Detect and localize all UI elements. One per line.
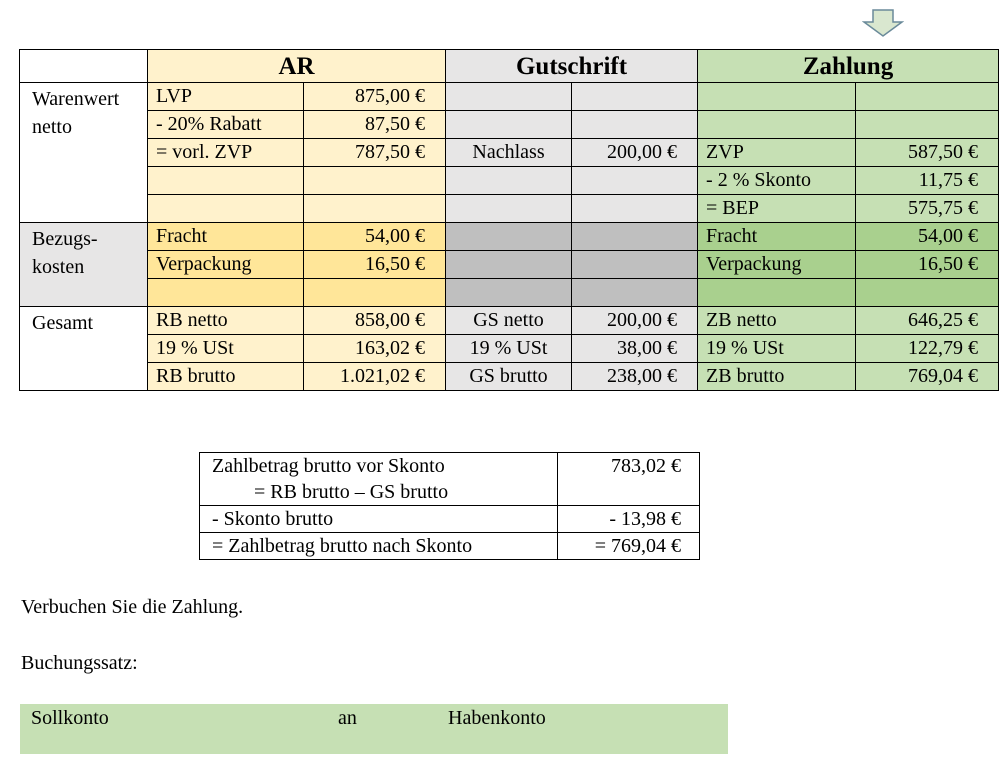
zl-label-cell [698, 111, 856, 139]
summary-row [200, 533, 700, 560]
zl-value-cell: 646,25 € [856, 307, 999, 335]
zl-value-cell: 11,75 € [856, 167, 999, 195]
gs-label-cell: GS brutto [446, 363, 572, 391]
gs-value-cell: 200,00 € [572, 139, 698, 167]
table-row [20, 223, 999, 251]
table-row [20, 83, 999, 111]
down-arrow-icon [862, 8, 904, 38]
ar-label-cell: - 20% Rabatt [148, 111, 304, 139]
summary-label [200, 506, 558, 533]
ar-label-cell: 19 % USt [148, 335, 304, 363]
zl-value-cell: 54,00 € [856, 223, 999, 251]
zl-label-cell: ZVP [698, 139, 856, 167]
zl-value-cell [856, 83, 999, 111]
zl-label-cell [698, 279, 856, 307]
zl-label-cell: Verpackung [698, 251, 856, 279]
zl-label-cell: 19 % USt [698, 335, 856, 363]
ar-value-cell: 163,02 € [304, 335, 446, 363]
ar-value-cell: 87,50 € [304, 111, 446, 139]
gs-label-cell [446, 223, 572, 251]
gs-label-cell [446, 83, 572, 111]
ar-label-cell: Verpackung [148, 251, 304, 279]
table-row [20, 363, 999, 391]
gs-label-cell [446, 195, 572, 223]
ar-label-cell [148, 279, 304, 307]
table-row [20, 167, 999, 195]
summary-label-line: = Zahlbetrag brutto nach Skonto [212, 535, 473, 557]
header-gutschrift: Gutschrift [446, 50, 698, 83]
zl-value-cell: 587,50 € [856, 139, 999, 167]
header-ar: AR [148, 50, 446, 83]
table-row [20, 307, 999, 335]
header-zahlung: Zahlung [698, 50, 999, 83]
zl-value-cell: 575,75 € [856, 195, 999, 223]
gs-label-cell: 19 % USt [446, 335, 572, 363]
table-row [20, 335, 999, 363]
ar-label-cell: RB brutto [148, 363, 304, 391]
soll-label: Sollkonto [31, 707, 109, 729]
ar-value-cell: 858,00 € [304, 307, 446, 335]
summary-label-line-2: = RB brutto – GS brutto [254, 481, 449, 503]
gs-label-cell [446, 251, 572, 279]
gs-label-cell [446, 167, 572, 195]
zl-value-cell: 16,50 € [856, 251, 999, 279]
ar-value-cell [304, 195, 446, 223]
ar-value-cell: 1.021,02 € [304, 363, 446, 391]
zl-label-cell [698, 83, 856, 111]
zl-label-cell: ZB netto [698, 307, 856, 335]
gs-label-cell: Nachlass [446, 139, 572, 167]
zl-value-cell [856, 279, 999, 307]
ar-value-cell [304, 167, 446, 195]
summary-label-line: Zahlbetrag brutto vor Skonto [212, 455, 445, 477]
summary-label [200, 533, 558, 560]
gs-value-cell [572, 111, 698, 139]
gs-value-cell [572, 195, 698, 223]
summary-row [200, 506, 700, 533]
zl-label-cell: Fracht [698, 223, 856, 251]
ar-label-cell: = vorl. ZVP [148, 139, 304, 167]
summary-row [200, 453, 700, 506]
table-row [20, 139, 999, 167]
ar-label-cell [148, 195, 304, 223]
gs-label-cell [446, 111, 572, 139]
haben-label: Habenkonto [448, 707, 546, 729]
summary-table [199, 452, 700, 560]
gs-value-cell [572, 279, 698, 307]
booking-title: Buchungssatz: [21, 652, 138, 674]
summary-label-line: - Skonto brutto [212, 508, 334, 530]
an-label: an [338, 707, 357, 729]
summary-value: = 769,04 € [558, 533, 700, 560]
zl-label-cell: - 2 % Skonto [698, 167, 856, 195]
zl-value-cell [856, 111, 999, 139]
row-label-bezugskosten: Bezugs- kosten [20, 223, 148, 307]
zl-label-cell: ZB brutto [698, 363, 856, 391]
ar-value-cell: 875,00 € [304, 83, 446, 111]
gs-label-cell [446, 279, 572, 307]
ar-label-cell: RB netto [148, 307, 304, 335]
gs-value-cell [572, 251, 698, 279]
gs-value-cell: 38,00 € [572, 335, 698, 363]
gs-value-cell: 238,00 € [572, 363, 698, 391]
booking-entry-box[interactable] [20, 704, 728, 754]
ar-label-cell [148, 167, 304, 195]
table-row [20, 279, 999, 307]
summary-label [200, 453, 558, 506]
zl-value-cell: 769,04 € [856, 363, 999, 391]
summary-value: 783,02 € [558, 453, 700, 506]
ar-label-cell: LVP [148, 83, 304, 111]
gs-value-cell [572, 167, 698, 195]
task-text: Verbuchen Sie die Zahlung. [21, 596, 244, 618]
gs-label-cell: GS netto [446, 307, 572, 335]
ar-value-cell: 787,50 € [304, 139, 446, 167]
gs-value-cell [572, 223, 698, 251]
table-row [20, 195, 999, 223]
table-row [20, 111, 999, 139]
row-label-warenwert: Warenwert netto [20, 83, 148, 223]
ar-value-cell: 54,00 € [304, 223, 446, 251]
summary-value: - 13,98 € [558, 506, 700, 533]
table-row [20, 251, 999, 279]
row-label-gesamt: Gesamt [20, 307, 148, 391]
calculation-table [19, 49, 999, 391]
zl-label-cell: = BEP [698, 195, 856, 223]
corner-cell [20, 50, 148, 83]
gs-value-cell [572, 83, 698, 111]
zl-value-cell: 122,79 € [856, 335, 999, 363]
gs-value-cell: 200,00 € [572, 307, 698, 335]
ar-value-cell: 16,50 € [304, 251, 446, 279]
ar-label-cell: Fracht [148, 223, 304, 251]
ar-value-cell [304, 279, 446, 307]
